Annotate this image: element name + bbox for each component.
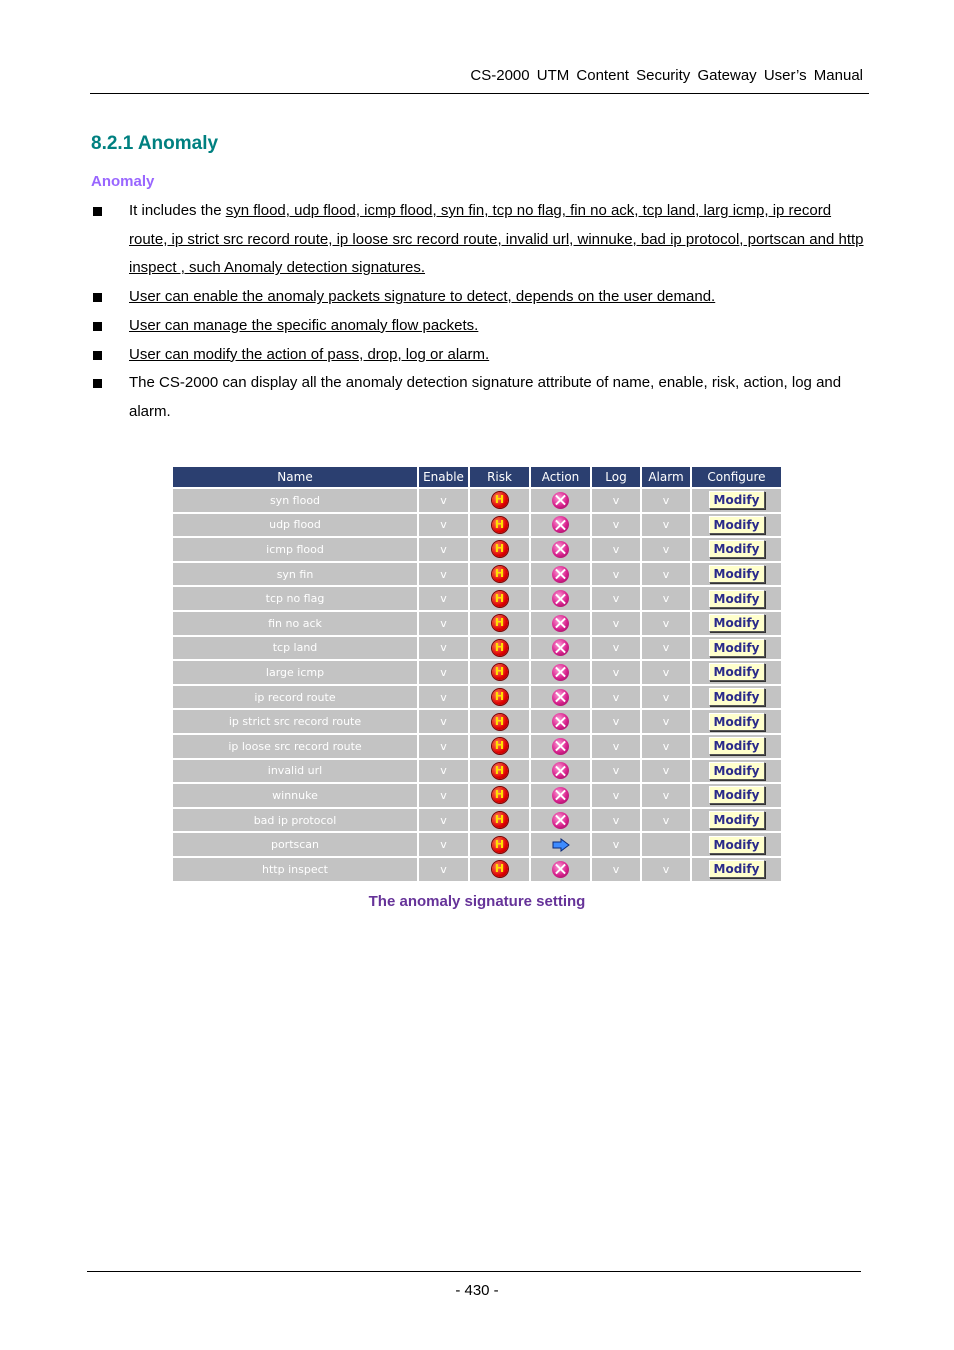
bullet-text: The CS-2000 can display all the anomaly detection signature attribute of name, enable, risk, action, log and alarm. — [129, 374, 842, 420]
high-risk-icon: H — [492, 615, 508, 631]
table-header-row — [173, 467, 781, 487]
drop-icon — [552, 664, 569, 681]
cell-risk — [470, 637, 529, 660]
cell-action — [531, 833, 590, 856]
cell-log: v — [592, 538, 640, 561]
cell-name: invalid url — [173, 760, 417, 783]
cell-configure — [692, 587, 781, 610]
drop-icon — [552, 861, 569, 878]
cell-configure — [692, 710, 781, 733]
bullet-lead-text: It includes the — [129, 202, 226, 219]
modify-button[interactable]: Modify — [709, 737, 765, 755]
cell-action — [531, 784, 590, 807]
column-header-risk: Risk — [470, 467, 529, 487]
modify-button[interactable]: Modify — [709, 639, 765, 657]
cell-log: v — [592, 587, 640, 610]
section-title: 8.2.1 Anomaly — [91, 133, 219, 154]
modify-button[interactable]: Modify — [709, 836, 765, 854]
cell-alarm: v — [642, 760, 690, 783]
cell-name: winnuke — [173, 784, 417, 807]
cell-name: ip loose src record route — [173, 735, 417, 758]
modify-button[interactable]: Modify — [709, 590, 765, 608]
cell-alarm: v — [642, 563, 690, 586]
cell-configure — [692, 735, 781, 758]
cell-risk — [470, 612, 529, 635]
cell-configure — [692, 809, 781, 832]
column-header-name: Name — [173, 467, 417, 487]
cell-log: v — [592, 563, 640, 586]
table-row — [173, 538, 781, 561]
cell-risk — [470, 833, 529, 856]
cell-alarm: v — [642, 858, 690, 881]
modify-button[interactable]: Modify — [709, 540, 765, 558]
cell-risk — [470, 784, 529, 807]
cell-enable: v — [419, 637, 468, 660]
column-header-log: Log — [592, 467, 640, 487]
bullet-underlined-text: User can manage the specific anomaly flow packets. — [129, 316, 479, 334]
modify-button[interactable]: Modify — [709, 565, 765, 583]
cell-log: v — [592, 710, 640, 733]
cell-enable: v — [419, 809, 468, 832]
cell-alarm: v — [642, 809, 690, 832]
cell-log: v — [592, 661, 640, 684]
cell-enable: v — [419, 760, 468, 783]
high-risk-icon: H — [492, 664, 508, 680]
cell-enable: v — [419, 686, 468, 709]
modify-button[interactable]: Modify — [709, 713, 765, 731]
table-row — [173, 809, 781, 832]
cell-alarm: v — [642, 784, 690, 807]
cell-log: v — [592, 686, 640, 709]
modify-button[interactable]: Modify — [709, 516, 765, 534]
cell-configure — [692, 784, 781, 807]
cell-enable: v — [419, 784, 468, 807]
header-divider — [90, 93, 869, 94]
table-row — [173, 563, 781, 586]
modify-button[interactable]: Modify — [709, 688, 765, 706]
cell-risk — [470, 538, 529, 561]
high-risk-icon: H — [492, 812, 508, 828]
drop-icon — [552, 492, 569, 509]
cell-name: portscan — [173, 833, 417, 856]
high-risk-icon: H — [492, 738, 508, 754]
cell-alarm: v — [642, 735, 690, 758]
cell-enable: v — [419, 735, 468, 758]
cell-configure — [692, 637, 781, 660]
drop-icon — [552, 566, 569, 583]
cell-name: icmp flood — [173, 538, 417, 561]
cell-enable: v — [419, 587, 468, 610]
drop-icon — [552, 762, 569, 779]
cell-configure — [692, 686, 781, 709]
table-row — [173, 612, 781, 635]
high-risk-icon: H — [492, 566, 508, 582]
cell-enable: v — [419, 563, 468, 586]
cell-configure — [692, 661, 781, 684]
pass-arrow-icon — [552, 838, 570, 852]
high-risk-icon: H — [492, 763, 508, 779]
cell-name: bad ip protocol — [173, 809, 417, 832]
cell-risk — [470, 809, 529, 832]
cell-enable: v — [419, 710, 468, 733]
drop-icon — [552, 541, 569, 558]
modify-button[interactable]: Modify — [709, 860, 765, 878]
cell-log: v — [592, 833, 640, 856]
cell-alarm: v — [642, 686, 690, 709]
cell-enable: v — [419, 514, 468, 537]
cell-log: v — [592, 809, 640, 832]
cell-risk — [470, 858, 529, 881]
cell-name: tcp no flag — [173, 587, 417, 610]
cell-name: http inspect — [173, 858, 417, 881]
cell-enable: v — [419, 489, 468, 512]
cell-risk — [470, 710, 529, 733]
square-bullet-icon — [93, 322, 102, 331]
modify-button[interactable]: Modify — [709, 491, 765, 509]
drop-icon — [552, 615, 569, 632]
subsection-title: Anomaly — [91, 173, 155, 190]
cell-risk — [470, 661, 529, 684]
cell-log: v — [592, 858, 640, 881]
cell-name: udp flood — [173, 514, 417, 537]
cell-action — [531, 809, 590, 832]
cell-log: v — [592, 514, 640, 537]
cell-alarm: v — [642, 612, 690, 635]
drop-icon — [552, 738, 569, 755]
modify-button[interactable]: Modify — [709, 786, 765, 804]
page-number: - 430 - — [455, 1282, 499, 1299]
cell-configure — [692, 612, 781, 635]
table-row — [173, 514, 781, 537]
cell-configure — [692, 760, 781, 783]
drop-icon — [552, 689, 569, 706]
high-risk-icon: H — [492, 787, 508, 803]
cell-enable: v — [419, 612, 468, 635]
cell-enable: v — [419, 858, 468, 881]
cell-action — [531, 538, 590, 561]
cell-alarm: v — [642, 587, 690, 610]
cell-log: v — [592, 735, 640, 758]
high-risk-icon: H — [492, 714, 508, 730]
table-row — [173, 760, 781, 783]
cell-alarm: v — [642, 637, 690, 660]
footer-divider — [87, 1271, 861, 1272]
drop-icon — [552, 713, 569, 730]
cell-name: fin no ack — [173, 612, 417, 635]
cell-risk — [470, 489, 529, 512]
figure-caption: The anomaly signature setting — [368, 893, 586, 910]
cell-risk — [470, 686, 529, 709]
drop-icon — [552, 787, 569, 804]
bullet-item — [91, 197, 871, 283]
drop-icon — [552, 590, 569, 607]
cell-log: v — [592, 489, 640, 512]
bullet-item — [91, 369, 871, 426]
square-bullet-icon — [93, 293, 102, 302]
cell-configure — [692, 489, 781, 512]
cell-enable: v — [419, 833, 468, 856]
column-header-configure: Configure — [692, 467, 781, 487]
cell-action — [531, 612, 590, 635]
table-row — [173, 858, 781, 881]
bullet-underlined-text: User can enable the anomaly packets signature to detect, depends on the user demand. — [129, 288, 716, 306]
drop-icon — [552, 812, 569, 829]
high-risk-icon: H — [492, 541, 508, 557]
cell-action — [531, 489, 590, 512]
cell-alarm: v — [642, 661, 690, 684]
cell-action — [531, 735, 590, 758]
bullet-list — [91, 197, 871, 427]
cell-alarm — [642, 833, 690, 856]
cell-risk — [470, 735, 529, 758]
cell-name: ip strict src record route — [173, 710, 417, 733]
cell-risk — [470, 587, 529, 610]
square-bullet-icon — [93, 351, 102, 360]
cell-log: v — [592, 784, 640, 807]
cell-configure — [692, 833, 781, 856]
high-risk-icon: H — [492, 640, 508, 656]
high-risk-icon: H — [492, 591, 508, 607]
column-header-enable: Enable — [419, 467, 468, 487]
drop-icon — [552, 639, 569, 656]
square-bullet-icon — [93, 207, 102, 216]
cell-risk — [470, 514, 529, 537]
cell-action — [531, 710, 590, 733]
cell-alarm: v — [642, 710, 690, 733]
table-row — [173, 735, 781, 758]
cell-log: v — [592, 612, 640, 635]
table-row — [173, 489, 781, 512]
table-row — [173, 833, 781, 856]
modify-button[interactable]: Modify — [709, 663, 765, 681]
cell-name: large icmp — [173, 661, 417, 684]
cell-configure — [692, 563, 781, 586]
table-row — [173, 784, 781, 807]
cell-name: syn fin — [173, 563, 417, 586]
cell-risk — [470, 760, 529, 783]
high-risk-icon: H — [492, 861, 508, 877]
anomaly-signature-table — [171, 465, 783, 883]
cell-alarm: v — [642, 538, 690, 561]
high-risk-icon: H — [492, 492, 508, 508]
cell-action — [531, 686, 590, 709]
cell-enable: v — [419, 538, 468, 561]
table-row — [173, 661, 781, 684]
bullet-item — [91, 312, 871, 341]
cell-action — [531, 514, 590, 537]
square-bullet-icon — [93, 379, 102, 388]
cell-name: ip record route — [173, 686, 417, 709]
table-row — [173, 686, 781, 709]
cell-configure — [692, 538, 781, 561]
high-risk-icon: H — [492, 689, 508, 705]
cell-name: syn flood — [173, 489, 417, 512]
column-header-action: Action — [531, 467, 590, 487]
cell-action — [531, 563, 590, 586]
bullet-underlined-text: syn flood, udp flood, icmp flood, syn fin, tcp no flag, fin no ack, tcp land, larg icmp, ip record route, ip strict src record route, ip loose src record route, invalid url, winnuke, bad ip protocol, portscan and http inspect , such Anomaly detection signatures. — [129, 202, 864, 277]
cell-log: v — [592, 637, 640, 660]
cell-action — [531, 858, 590, 881]
modify-button[interactable]: Modify — [709, 811, 765, 829]
bullet-item — [91, 341, 871, 370]
cell-enable: v — [419, 661, 468, 684]
bullet-item — [91, 283, 871, 312]
cell-log: v — [592, 760, 640, 783]
running-header: CS-2000 UTM Content Security Gateway User’s Manual — [470, 67, 863, 84]
table-row — [173, 710, 781, 733]
table-row — [173, 587, 781, 610]
table-row — [173, 637, 781, 660]
column-header-alarm: Alarm — [642, 467, 690, 487]
cell-risk — [470, 563, 529, 586]
high-risk-icon: H — [492, 517, 508, 533]
cell-configure — [692, 514, 781, 537]
modify-button[interactable]: Modify — [709, 762, 765, 780]
cell-action — [531, 661, 590, 684]
modify-button[interactable]: Modify — [709, 614, 765, 632]
high-risk-icon: H — [492, 837, 508, 853]
cell-action — [531, 760, 590, 783]
drop-icon — [552, 516, 569, 533]
cell-name: tcp land — [173, 637, 417, 660]
cell-alarm: v — [642, 514, 690, 537]
table-body — [173, 489, 781, 881]
cell-alarm: v — [642, 489, 690, 512]
bullet-underlined-text: User can modify the action of pass, drop, log or alarm. — [129, 345, 490, 363]
cell-action — [531, 587, 590, 610]
cell-action — [531, 637, 590, 660]
cell-configure — [692, 858, 781, 881]
